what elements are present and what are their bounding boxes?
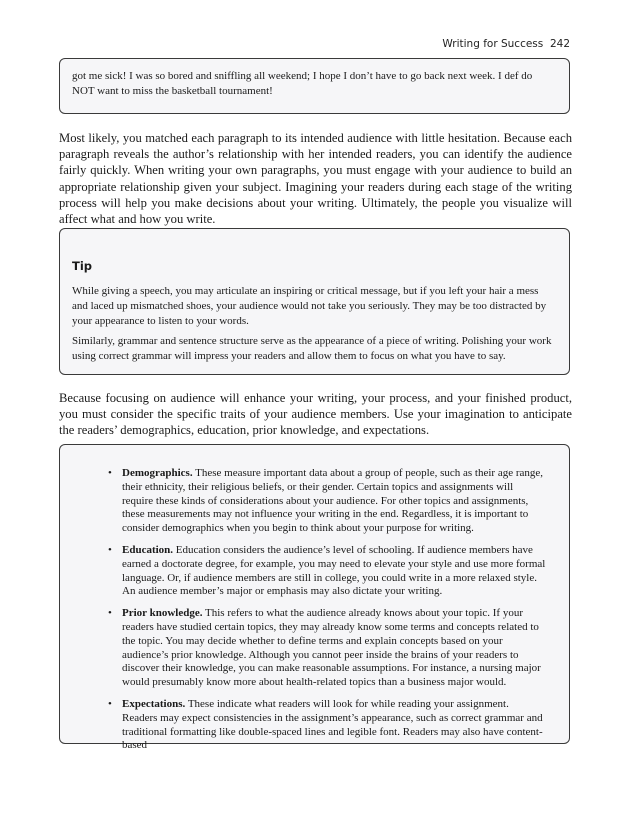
audience-traits-box (59, 444, 570, 752)
body-paragraph-2: Because focusing on audience will enhance your writing, your process, and your finished product, you must consider the specific traits of your audience members. Use your imagination to anticipate the readers’ demographics, education, prior knowledge, and expectations. (59, 391, 572, 438)
page-number: 242 (549, 38, 570, 50)
bullet-icon: • (108, 543, 112, 556)
running-title: Writing for Success (442, 38, 544, 50)
bullet-icon: • (108, 697, 112, 710)
list-item-expectations (108, 697, 547, 753)
tip-box (59, 228, 570, 375)
running-header (442, 38, 570, 50)
bullet-icon: • (108, 467, 112, 479)
trait-description: This refers to what the audience already knows about your topic. If your readers have studied certain topics, they may already know some terms and concepts related to the topic. You may decide whether to define terms and explain concepts based on your audience’s prior knowledge. Although you cannot peer inside the brains of your readers to discover their knowledge, you can make reasonable assumptions. For instance, a nursing major would presumably know more about health-related topics than a business major would. (122, 607, 541, 689)
trait-description: These indicate what readers will look for while reading your assignment. Readers may expect consistencies in the assignment’s appearance, such as correct grammar and traditional formatting like double-spaced lines and legible font. Readers may also have content-based (122, 697, 543, 752)
list-item-demographics (108, 467, 547, 536)
tip-paragraph-2: Similarly, grammar and sentence structure serve as the appearance of a piece of writing. Polishing your work using correct grammar will impress your readers and allow them to focus on what you have to say. (72, 335, 552, 362)
list-item-prior-knowledge (108, 607, 547, 690)
list-item-education (108, 543, 547, 599)
trait-description: Education considers the audience’s level of schooling. If audience members have earned a doctorate degree, for example, you may need to elevate your style and use more formal language. Or, if audience members are still in college, you could write in a more relaxed style. An audience member’s major or emphasis may also dictate your writing. (122, 543, 546, 598)
tip-paragraph-1: While giving a speech, you may articulate an inspiring or critical message, but if you left your hair a mess and laced up mismatched shoes, your audience would not take you seriously. They may be too distracted by your appearance to listen to your words. (72, 285, 547, 327)
body-paragraph-1: Most likely, you matched each paragraph to its intended audience with little hesitation. Because each paragraph reveals the author’s relationship with her intended readers, you can identify the audience fairly quickly. When writing your own paragraphs, you must engage with your audience to build an appropriate relationship given your subject. Imagining your readers during each stage of the writing process will help you make decisions about your writing. Ultimately, the people you visualize will affect what and how you write. (59, 131, 572, 227)
trait-term: Prior knowledge. (122, 607, 203, 620)
trait-term: Expectations. (122, 697, 186, 710)
tip-title: Tip (72, 259, 93, 273)
audience-traits-list (60, 467, 569, 753)
example-paragraph-text: got me sick! I was so bored and sniffling all weekend; I hope I don’t have to go back next week. I def do NOT want to miss the basketball tournament! (72, 70, 533, 97)
trait-term: Demographics. (122, 467, 193, 479)
trait-description: These measure important data about a group of people, such as their age range, their ethnicity, their religious beliefs, or their gender. Certain topics and assignments will require these kinds of considerations about your audience. For other topics and assignments, these measurements may not influence your writing in the end. Regardless, it is important to consider demographics when you begin to think about your purpose for writing. (122, 467, 544, 535)
trait-term: Education. (122, 543, 174, 556)
bullet-icon: • (108, 607, 112, 620)
example-paragraph-box (59, 58, 570, 114)
